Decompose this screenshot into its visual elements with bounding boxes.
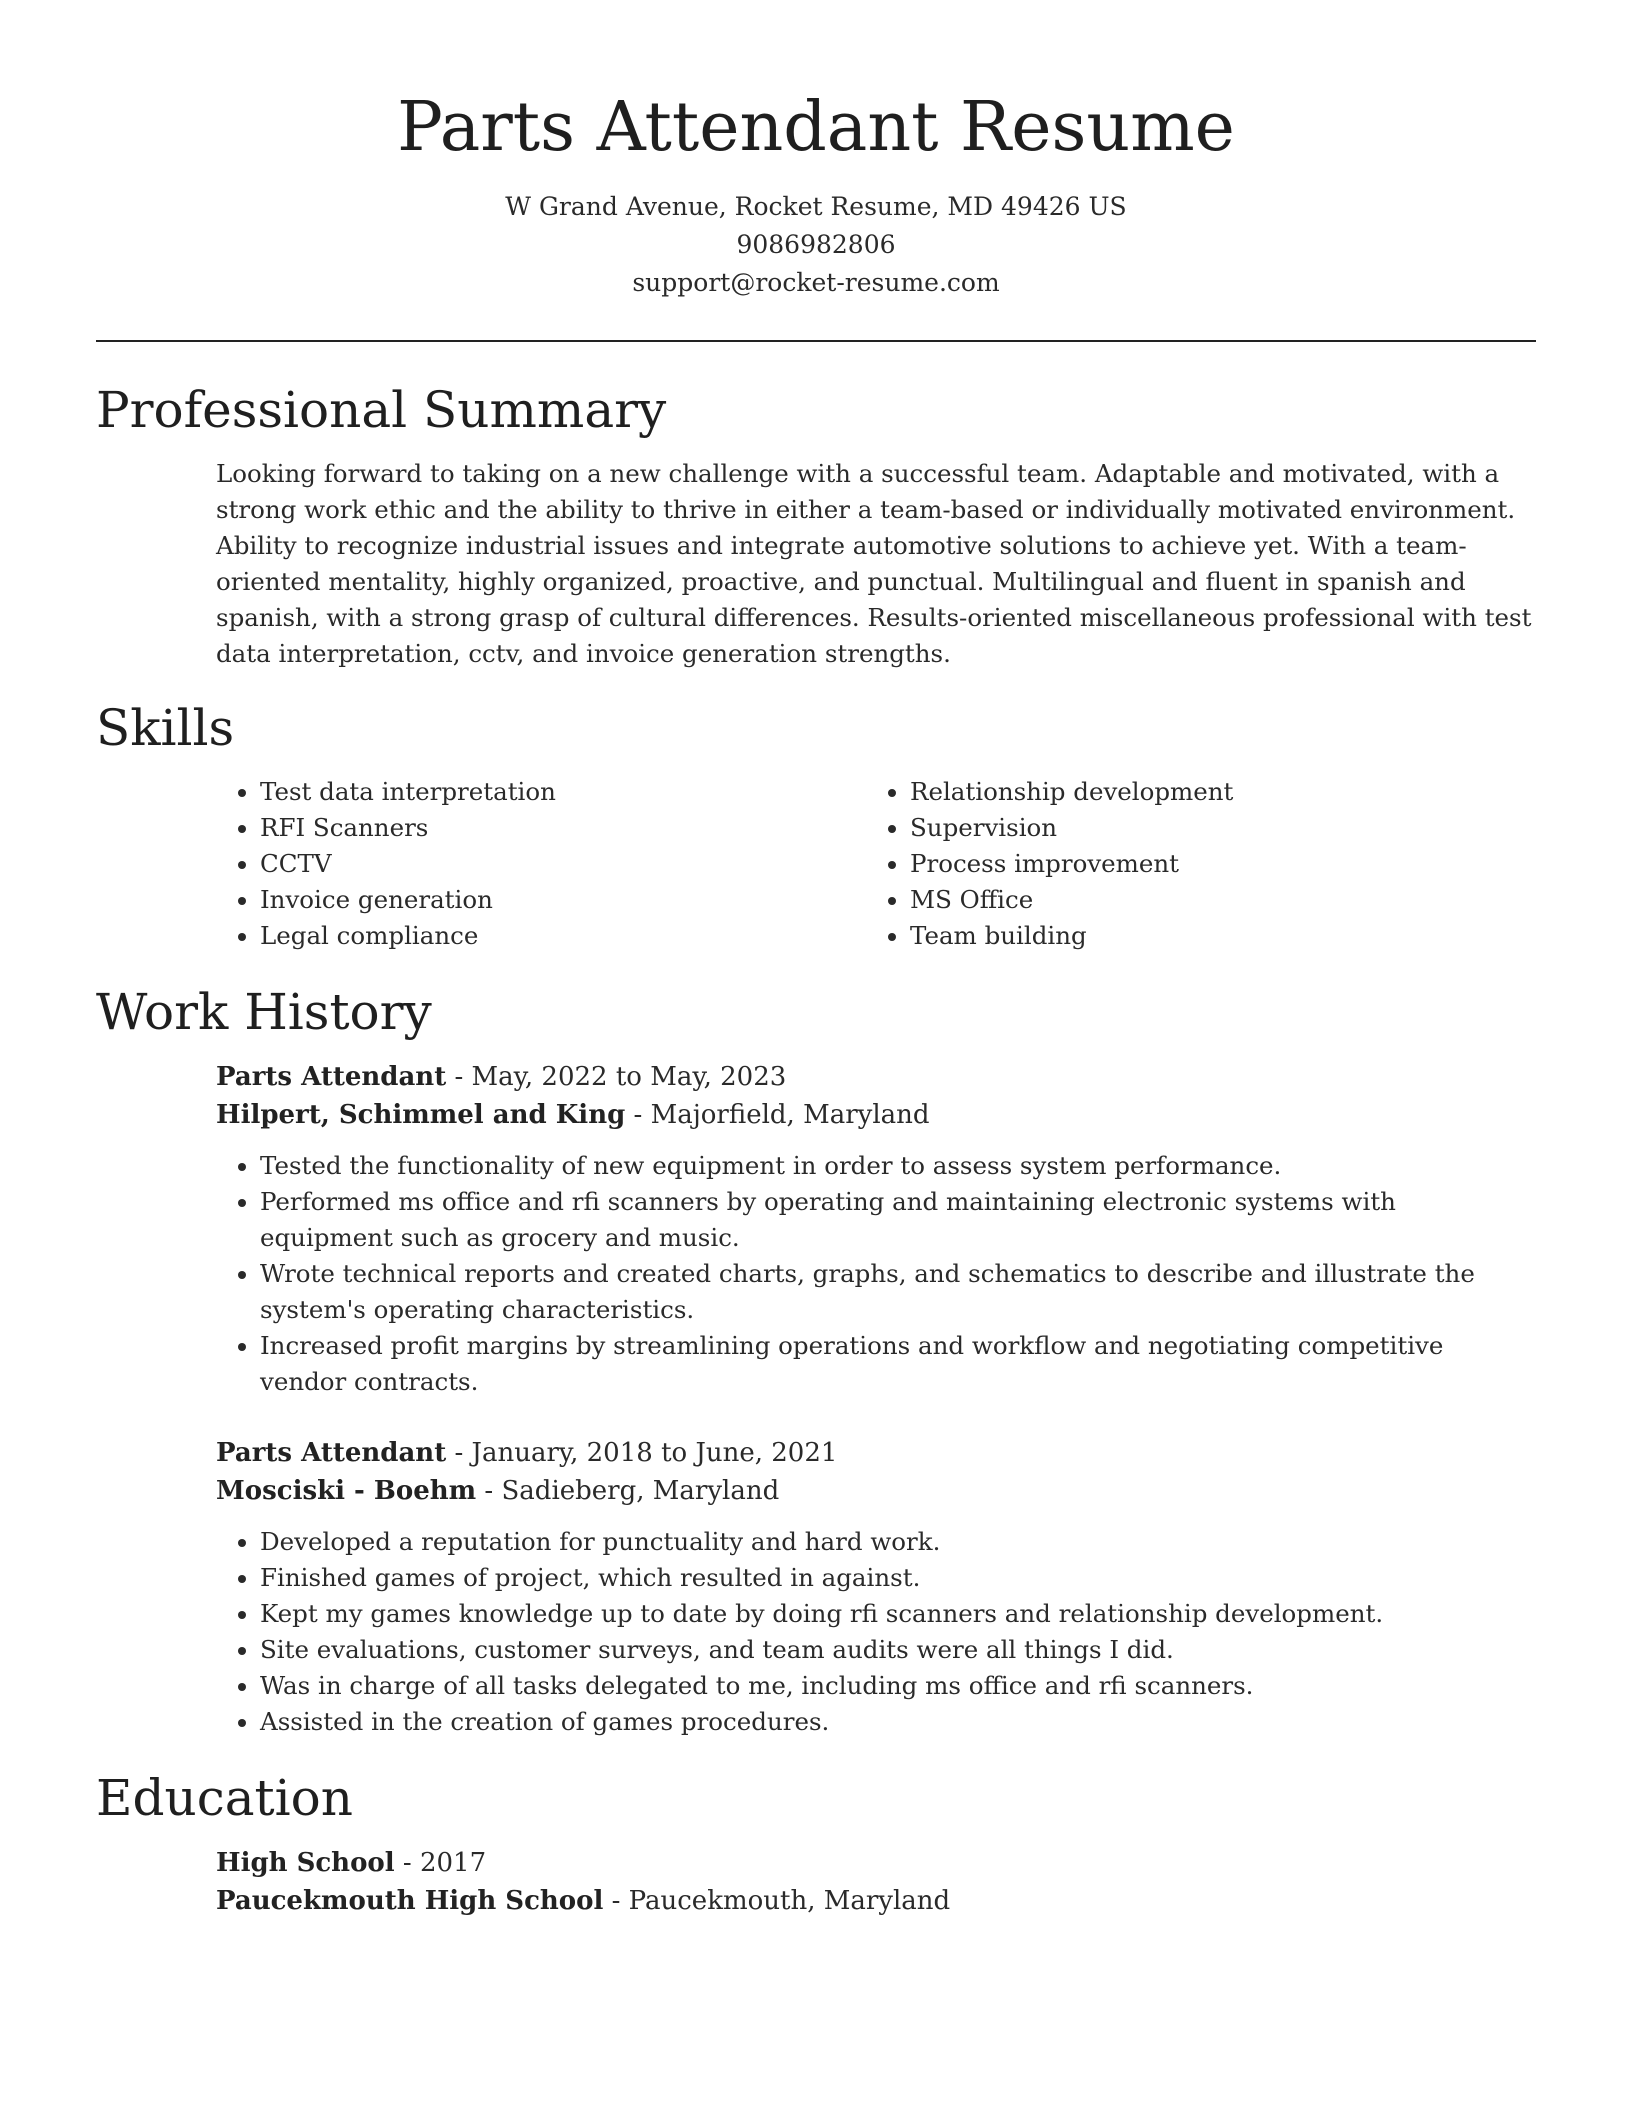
education-school-line (216, 1882, 1536, 1920)
header-divider (96, 340, 1536, 342)
job-title-line (216, 1058, 1536, 1096)
job-company: Hilpert, Schimmel and King (216, 1100, 626, 1130)
job-bullet: • Performed ms office and rfi scanners by operating and maintaining electronic systems with equipment such as grocery and music. (260, 1184, 1536, 1256)
skill-item: • Test data interpretation (260, 774, 866, 810)
job-bullet: • Finished games of project, which resulted in against. (260, 1560, 1536, 1596)
contact-phone: 9086982806 (736, 230, 896, 259)
job-bullet: • Site evaluations, customer surveys, and team audits were all things I did. (260, 1632, 1536, 1668)
job-company: Mosciski - Boehm (216, 1476, 477, 1506)
education-section (96, 1766, 1536, 1920)
job-bullet: • Increased profit margins by streamlining operations and workflow and negotiating competitive vendor contracts. (260, 1328, 1536, 1400)
job-company-line (216, 1096, 1536, 1134)
job-bullet: • Assisted in the creation of games procedures. (260, 1704, 1536, 1740)
job-location: - Sadieberg, Maryland (476, 1476, 780, 1506)
contact-address: W Grand Avenue, Rocket Resume, MD 49426 US (505, 192, 1127, 221)
education-degree-line (216, 1844, 1536, 1882)
summary-text: Looking forward to taking on a new challenge with a successful team. Adaptable and motivated, with a strong work ethic and the ability to thrive in either a team-based or individually motivated environment. Ability to recognize industrial issues and integrate automotive solutions to achieve yet. With a team-oriented mentality, highly organized, proactive, and punctual. Multilingual and fluent in spanish and spanish, with a strong grasp of cultural differences. Results-oriented miscellaneous professional with test data interpretation, cctv, and invoice generation strengths. (216, 459, 1532, 668)
job-bullet: • Was in charge of all tasks delegated to me, including ms office and rfi scanners. (260, 1668, 1536, 1704)
skill-item: • Process improvement (910, 846, 1516, 882)
skills-column-left (216, 774, 866, 954)
education-year: - 2017 (394, 1848, 487, 1878)
job-title-line (216, 1434, 1536, 1472)
work-history-section (96, 980, 1536, 1740)
education-heading: Education (96, 1769, 353, 1827)
job-role: Parts Attendant (216, 1062, 447, 1092)
skill-item: • Supervision (910, 810, 1516, 846)
work-history-heading: Work History (96, 983, 432, 1041)
summary-section (96, 378, 1536, 672)
job-dates: - January, 2018 to June, 2021 (446, 1438, 838, 1468)
skills-heading: Skills (96, 699, 235, 757)
job-bullet: • Wrote technical reports and created charts, graphs, and schematics to describe and illustrate the system's operating characteristics. (260, 1256, 1536, 1328)
job-dates: - May, 2022 to May, 2023 (446, 1062, 787, 1092)
summary-heading: Professional Summary (96, 381, 667, 439)
contact-block (96, 188, 1536, 302)
skills-section (96, 696, 1536, 954)
job-bullets (216, 1148, 1536, 1400)
job-location: - Majorfield, Maryland (625, 1100, 930, 1130)
contact-email[interactable]: support@rocket-resume.com (632, 268, 1000, 297)
skills-column-right (866, 774, 1516, 954)
education-degree: High School (216, 1848, 395, 1878)
job-bullet: • Tested the functionality of new equipment in order to assess system performance. (260, 1148, 1536, 1184)
job-bullet: • Kept my games knowledge up to date by doing rfi scanners and relationship development. (260, 1596, 1536, 1632)
education-school: Paucekmouth High School (216, 1886, 604, 1916)
skill-item: • Invoice generation (260, 882, 866, 918)
job-bullet: • Developed a reputation for punctuality and hard work. (260, 1524, 1536, 1560)
skill-item: • CCTV (260, 846, 866, 882)
skills-list (216, 774, 1536, 954)
resume-title: Parts Attendant Resume (397, 88, 1235, 167)
skill-item: • Legal compliance (260, 918, 866, 954)
job-entry (216, 1058, 1536, 1400)
skill-item: • RFI Scanners (260, 810, 866, 846)
job-entry (216, 1434, 1536, 1740)
job-role: Parts Attendant (216, 1438, 447, 1468)
resume-header (96, 80, 1536, 302)
skill-item: • Team building (910, 918, 1516, 954)
skill-item: • Relationship development (910, 774, 1516, 810)
skill-item: • MS Office (910, 882, 1516, 918)
education-location: - Paucekmouth, Maryland (603, 1886, 951, 1916)
job-company-line (216, 1472, 1536, 1510)
job-bullets (216, 1524, 1536, 1740)
education-entry (216, 1844, 1536, 1920)
